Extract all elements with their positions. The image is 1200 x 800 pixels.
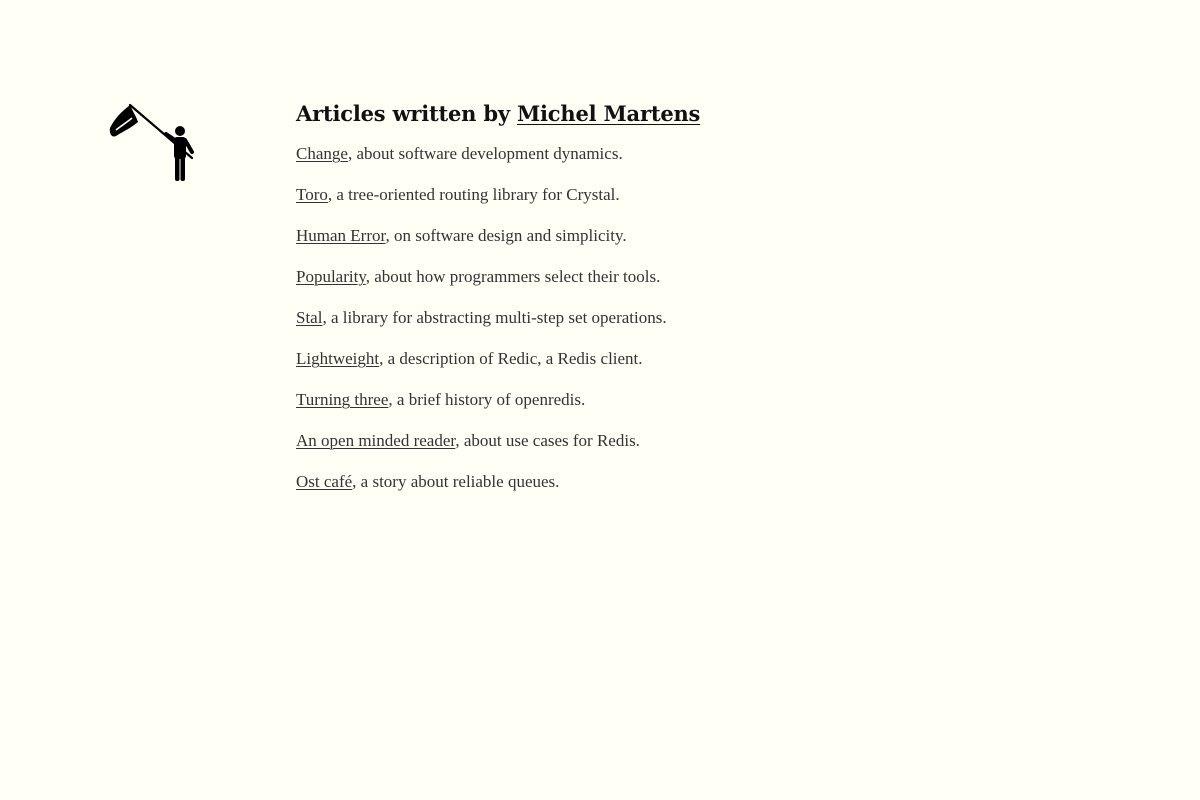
list-item (296, 431, 996, 472)
title-prefix: Articles written by (296, 101, 510, 126)
article-link-turning-three[interactable]: Turning three (296, 390, 389, 409)
article-description: , about use cases for Redis. (455, 431, 640, 450)
article-link-toro[interactable]: Toro (296, 185, 328, 204)
list-item (296, 390, 996, 431)
article-description: , a description of Redic, a Redis client. (379, 349, 643, 368)
article-link-popularity[interactable]: Popularity (296, 267, 366, 286)
list-item (296, 267, 996, 308)
main-content (296, 98, 996, 513)
author-link[interactable]: Michel Martens (516, 101, 701, 126)
article-link-change[interactable]: Change (296, 144, 348, 163)
list-item (296, 226, 996, 267)
list-item (296, 472, 996, 513)
article-description: , a story about reliable queues. (352, 472, 560, 491)
article-description: , a tree-oriented routing library for Crystal. (327, 185, 620, 204)
article-link-open-minded-reader[interactable]: An open minded reader (296, 431, 456, 450)
flag-bearer-icon (106, 102, 198, 184)
list-item (296, 185, 996, 226)
article-description: , about how programmers select their tools. (365, 267, 661, 286)
article-description: , a library for abstracting multi-step set operations. (322, 308, 667, 327)
article-link-human-error[interactable]: Human Error (296, 226, 386, 245)
article-description: , on software design and simplicity. (385, 226, 627, 245)
article-description: , about software development dynamics. (347, 144, 623, 163)
article-link-stal[interactable]: Stal (296, 308, 323, 327)
list-item (296, 308, 996, 349)
article-link-ost-cafe[interactable]: Ost café (296, 472, 353, 491)
article-list (296, 144, 996, 513)
list-item (296, 144, 996, 185)
list-item (296, 349, 996, 390)
article-link-lightweight[interactable]: Lightweight (296, 349, 380, 368)
article-description: , a brief history of openredis. (388, 390, 586, 409)
page-title (296, 98, 996, 130)
